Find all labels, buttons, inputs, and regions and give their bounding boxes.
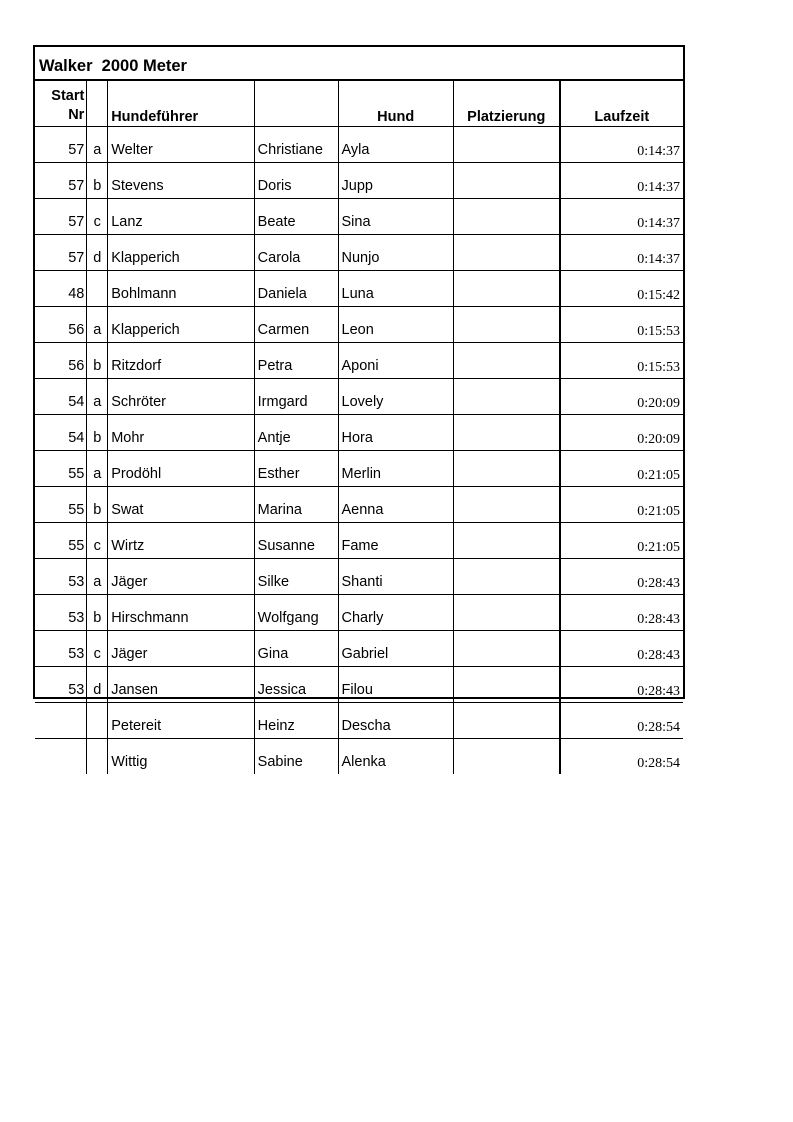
time-cell: 0:14:37 <box>560 199 683 235</box>
time-cell: 0:20:09 <box>560 379 683 415</box>
table-row <box>35 199 683 235</box>
dog-name-cell: Descha <box>338 703 453 739</box>
placement-cell <box>453 307 559 343</box>
handler-last-name-cell: Ritzdorf <box>108 343 254 379</box>
time-cell: 0:15:53 <box>560 307 683 343</box>
handler-first-name-cell: Susanne <box>254 523 338 559</box>
handler-last-name-cell: Prodöhl <box>108 451 254 487</box>
start-nr-cell: 55 <box>35 487 87 523</box>
placement-cell <box>453 739 559 775</box>
results-table <box>35 80 683 774</box>
header-dog: Hund <box>338 81 453 127</box>
suffix-cell: d <box>87 667 108 703</box>
table-row <box>35 307 683 343</box>
results-sheet <box>33 45 685 771</box>
handler-last-name-cell: Klapperich <box>108 307 254 343</box>
table-row <box>35 379 683 415</box>
dog-name-cell: Leon <box>338 307 453 343</box>
dog-name-cell: Aponi <box>338 343 453 379</box>
dog-name-cell: Filou <box>338 667 453 703</box>
start-nr-cell: 56 <box>35 343 87 379</box>
table-row <box>35 235 683 271</box>
handler-first-name-cell: Heinz <box>254 703 338 739</box>
suffix-cell: a <box>87 307 108 343</box>
start-nr-cell: 53 <box>35 667 87 703</box>
handler-last-name-cell: Klapperich <box>108 235 254 271</box>
handler-first-name-cell: Silke <box>254 559 338 595</box>
time-cell: 0:14:37 <box>560 127 683 163</box>
header-first-name <box>254 81 338 127</box>
table-row <box>35 631 683 667</box>
time-cell: 0:28:43 <box>560 595 683 631</box>
placement-cell <box>453 667 559 703</box>
handler-first-name-cell: Petra <box>254 343 338 379</box>
handler-first-name-cell: Sabine <box>254 739 338 775</box>
dog-name-cell: Fame <box>338 523 453 559</box>
start-nr-cell: 53 <box>35 595 87 631</box>
time-cell: 0:15:42 <box>560 271 683 307</box>
dog-name-cell: Ayla <box>338 127 453 163</box>
placement-cell <box>453 163 559 199</box>
start-nr-cell: 54 <box>35 415 87 451</box>
dog-name-cell: Nunjo <box>338 235 453 271</box>
handler-last-name-cell: Welter <box>108 127 254 163</box>
suffix-cell: c <box>87 523 108 559</box>
placement-cell <box>453 523 559 559</box>
suffix-cell: a <box>87 379 108 415</box>
time-cell: 0:28:43 <box>560 559 683 595</box>
handler-last-name-cell: Mohr <box>108 415 254 451</box>
placement-cell <box>453 451 559 487</box>
handler-last-name-cell: Jäger <box>108 631 254 667</box>
start-nr-cell: 48 <box>35 271 87 307</box>
start-nr-cell: 57 <box>35 199 87 235</box>
handler-last-name-cell: Petereit <box>108 703 254 739</box>
suffix-cell: a <box>87 559 108 595</box>
placement-cell <box>453 343 559 379</box>
time-cell: 0:14:37 <box>560 163 683 199</box>
start-nr-cell: 53 <box>35 559 87 595</box>
header-start-label: Start <box>51 88 85 104</box>
start-nr-cell: 54 <box>35 379 87 415</box>
handler-last-name-cell: Wirtz <box>108 523 254 559</box>
table-row <box>35 163 683 199</box>
handler-first-name-cell: Marina <box>254 487 338 523</box>
table-row <box>35 127 683 163</box>
handler-last-name-cell: Wittig <box>108 739 254 775</box>
header-handler: Hundeführer <box>108 81 254 127</box>
table-row <box>35 739 683 775</box>
start-nr-cell: 57 <box>35 235 87 271</box>
time-cell: 0:28:43 <box>560 667 683 703</box>
dog-name-cell: Lovely <box>338 379 453 415</box>
dog-name-cell: Gabriel <box>338 631 453 667</box>
time-cell: 0:14:37 <box>560 235 683 271</box>
handler-last-name-cell: Jansen <box>108 667 254 703</box>
table-row <box>35 559 683 595</box>
placement-cell <box>453 631 559 667</box>
start-nr-cell: 56 <box>35 307 87 343</box>
header-row <box>35 81 683 127</box>
dog-name-cell: Shanti <box>338 559 453 595</box>
table-row <box>35 595 683 631</box>
dog-name-cell: Alenka <box>338 739 453 775</box>
handler-first-name-cell: Esther <box>254 451 338 487</box>
handler-first-name-cell: Irmgard <box>254 379 338 415</box>
suffix-cell: c <box>87 631 108 667</box>
time-cell: 0:15:53 <box>560 343 683 379</box>
suffix-cell: c <box>87 199 108 235</box>
table-row <box>35 271 683 307</box>
table-row <box>35 703 683 739</box>
placement-cell <box>453 271 559 307</box>
dog-name-cell: Hora <box>338 415 453 451</box>
suffix-cell: a <box>87 127 108 163</box>
table-row <box>35 667 683 703</box>
suffix-cell: d <box>87 235 108 271</box>
suffix-cell: b <box>87 415 108 451</box>
table-row <box>35 523 683 559</box>
table-row <box>35 415 683 451</box>
dog-name-cell: Sina <box>338 199 453 235</box>
suffix-cell: b <box>87 163 108 199</box>
placement-cell <box>453 703 559 739</box>
dog-name-cell: Charly <box>338 595 453 631</box>
handler-first-name-cell: Beate <box>254 199 338 235</box>
start-nr-cell: 55 <box>35 523 87 559</box>
placement-cell <box>453 127 559 163</box>
dog-name-cell: Luna <box>338 271 453 307</box>
placement-cell <box>453 235 559 271</box>
handler-first-name-cell: Daniela <box>254 271 338 307</box>
handler-first-name-cell: Carmen <box>254 307 338 343</box>
suffix-cell: b <box>87 343 108 379</box>
header-nr-label: Nr <box>68 107 85 123</box>
placement-cell <box>453 487 559 523</box>
placement-cell <box>453 595 559 631</box>
handler-first-name-cell: Christiane <box>254 127 338 163</box>
suffix-cell <box>87 271 108 307</box>
dog-name-cell: Merlin <box>338 451 453 487</box>
time-cell: 0:28:54 <box>560 739 683 775</box>
handler-first-name-cell: Doris <box>254 163 338 199</box>
dog-name-cell: Jupp <box>338 163 453 199</box>
suffix-cell <box>87 739 108 775</box>
time-cell: 0:21:05 <box>560 451 683 487</box>
time-cell: 0:28:54 <box>560 703 683 739</box>
table-row <box>35 451 683 487</box>
title-row <box>35 47 683 80</box>
header-placement: Platzierung <box>453 81 559 127</box>
placement-cell <box>453 199 559 235</box>
header-time: Laufzeit <box>560 81 683 127</box>
handler-first-name-cell: Wolfgang <box>254 595 338 631</box>
start-nr-cell: 57 <box>35 127 87 163</box>
start-nr-cell: 57 <box>35 163 87 199</box>
suffix-cell <box>87 703 108 739</box>
start-nr-cell <box>35 739 87 775</box>
placement-cell <box>453 379 559 415</box>
handler-first-name-cell: Antje <box>254 415 338 451</box>
handler-last-name-cell: Jäger <box>108 559 254 595</box>
placement-cell <box>453 559 559 595</box>
suffix-cell: b <box>87 595 108 631</box>
suffix-cell: a <box>87 451 108 487</box>
header-suffix <box>87 81 108 127</box>
table-row <box>35 487 683 523</box>
handler-first-name-cell: Carola <box>254 235 338 271</box>
time-cell: 0:28:43 <box>560 631 683 667</box>
time-cell: 0:20:09 <box>560 415 683 451</box>
time-cell: 0:21:05 <box>560 523 683 559</box>
time-cell: 0:21:05 <box>560 487 683 523</box>
handler-first-name-cell: Jessica <box>254 667 338 703</box>
page-title: Walker 2000 Meter <box>39 57 187 75</box>
table-row <box>35 343 683 379</box>
suffix-cell: b <box>87 487 108 523</box>
handler-last-name-cell: Stevens <box>108 163 254 199</box>
dog-name-cell: Aenna <box>338 487 453 523</box>
handler-last-name-cell: Swat <box>108 487 254 523</box>
start-nr-cell: 53 <box>35 631 87 667</box>
handler-last-name-cell: Schröter <box>108 379 254 415</box>
start-nr-cell <box>35 703 87 739</box>
handler-last-name-cell: Hirschmann <box>108 595 254 631</box>
handler-last-name-cell: Bohlmann <box>108 271 254 307</box>
header-start-nr <box>35 81 87 127</box>
placement-cell <box>453 415 559 451</box>
handler-first-name-cell: Gina <box>254 631 338 667</box>
start-nr-cell: 55 <box>35 451 87 487</box>
handler-last-name-cell: Lanz <box>108 199 254 235</box>
